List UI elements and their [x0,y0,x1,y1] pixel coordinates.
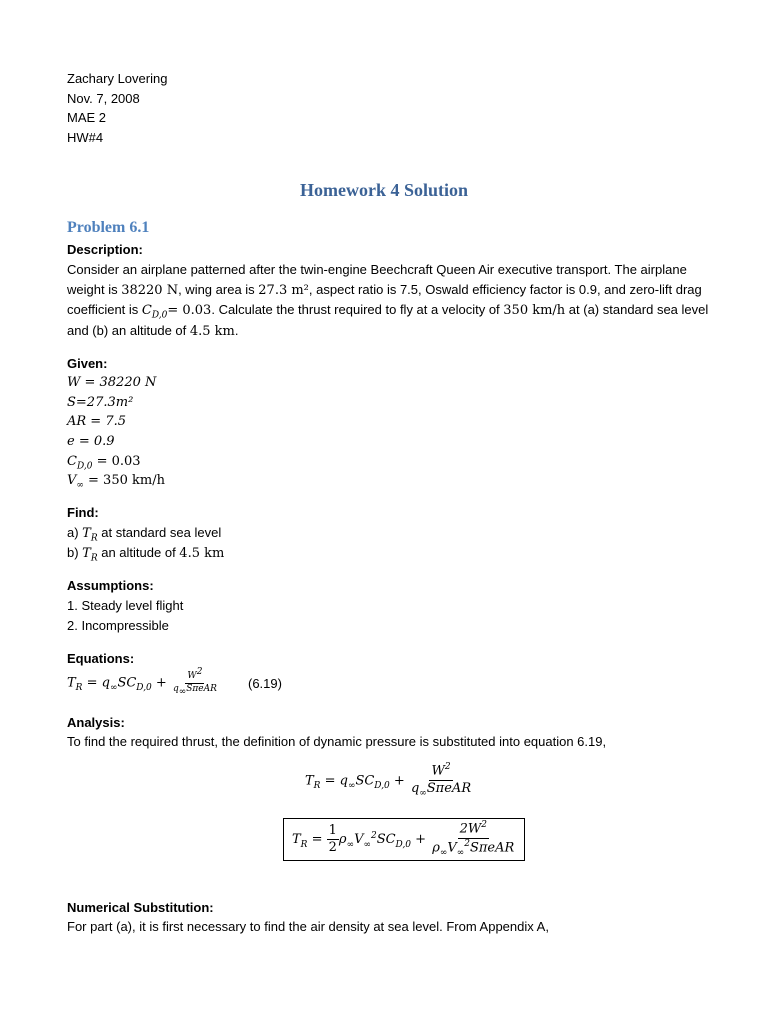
cd0-symbol: $C_{D,0}$ [67,454,93,472]
text-span: . Calculate the thrust required to fly at a velocity of [211,302,504,317]
velocity-symbol: $V_\infty$ [67,473,84,491]
numerical-text: For part (a), it is first necessary to find the air density at sea level. From Appendix A, [67,919,549,934]
text-span: b) [67,545,83,560]
thrust-symbol: $T_R$ [82,526,98,544]
text-span: at (a) standard sea level [565,302,709,317]
altitude-value: 4.5 km [189,324,235,339]
date: Nov. 7, 2008 [67,91,140,106]
assumption-item: 1. Steady level flight [67,598,184,613]
document-title: Homework 4 Solution [299,180,468,200]
cd0-symbol: $C_{D,0}$ [141,303,168,321]
fraction: $\frac{1}{2}$ [328,822,337,856]
fraction: $\frac{2W^2}{\rho_\infty V_\infty^2S\pi eAR}$ [432,820,515,858]
problem-heading: Problem 6.1 [67,219,150,236]
cd0-value: = 0.03 [92,454,141,469]
find-item-b [67,543,224,569]
text-span: an altitude of [97,545,180,560]
description-heading: Description: [67,242,143,257]
given-efficiency: e = 0.9 [67,434,115,449]
assignment: HW#4 [67,130,104,145]
author-name: Zachary Lovering [67,71,168,86]
course: MAE 2 [67,110,107,125]
weight-value: 38220 N [121,283,179,298]
analysis-heading: Analysis: [67,715,125,730]
velocity-value: = 350 km/h [83,473,165,488]
assumption-item: 2. Incompressible [67,618,169,633]
given-weight: W = 38220 N [67,375,157,390]
equation-number: (6.19) [248,676,282,691]
description-line [67,321,239,341]
numerical-heading: Numerical Substitution: [67,900,214,915]
given-velocity [67,470,165,496]
equation-6-19: $T_R = q_\infty SC_{D,0}$ + $\frac{W^2}{q_\infty S\pi eAR}$ [67,667,217,697]
text-span: at standard sea level [97,525,222,540]
analysis-text: To find the required thrust, the definition of dynamic pressure is substituted into equation 6.19, [67,734,607,749]
fraction: $\frac{W^2}{q_\infty S\pi eAR}$ [410,762,472,799]
text-span: , aspect ratio is 7.5, Oswald efficiency factor is 0.9, and zero-lift drag [308,282,702,297]
fraction: $\frac{W^2}{q_\infty S\pi eAR}$ [172,667,217,697]
thrust-symbol: $T_R$ [82,546,98,564]
assumptions-heading: Assumptions: [67,578,154,593]
given-aspect-ratio: AR = 7.5 [67,414,127,429]
altitude-value: 4.5 km [179,546,225,561]
text-span: weight is [67,282,122,297]
text-span: coefficient is [67,302,142,317]
given-heading: Given: [67,356,108,371]
boxed-equation: $T_R$ = $\frac{1}{2}$ $\rho_\infty V_\infty^2SC_{D,0}$ + $\frac{2W^2}{\rho_\infty V_\infty^2S\pi eAR}$ [283,818,525,861]
text-span: a) [67,525,83,540]
text-span: . [234,323,239,338]
text-span: and (b) an altitude of [67,323,190,338]
equation-boxed [283,818,525,861]
description-line: Consider an airplane patterned after the twin-engine Beechcraft Queen Air executive transport. The airplane [67,262,687,277]
area-value: 27.3 m² [258,283,309,298]
text-span: , wing area is [178,282,259,297]
equations-heading: Equations: [67,651,135,666]
cd0-value: = 0.03 [167,303,212,318]
velocity-value: 350 km/h [503,303,566,318]
given-area: S=27.3m² [67,395,134,410]
equation-substituted: $T_R = q_\infty SC_{D,0}$ + $\frac{W^2}{q_\infty S\pi eAR}$ [305,762,472,799]
description-line [67,280,702,300]
find-heading: Find: [67,505,99,520]
